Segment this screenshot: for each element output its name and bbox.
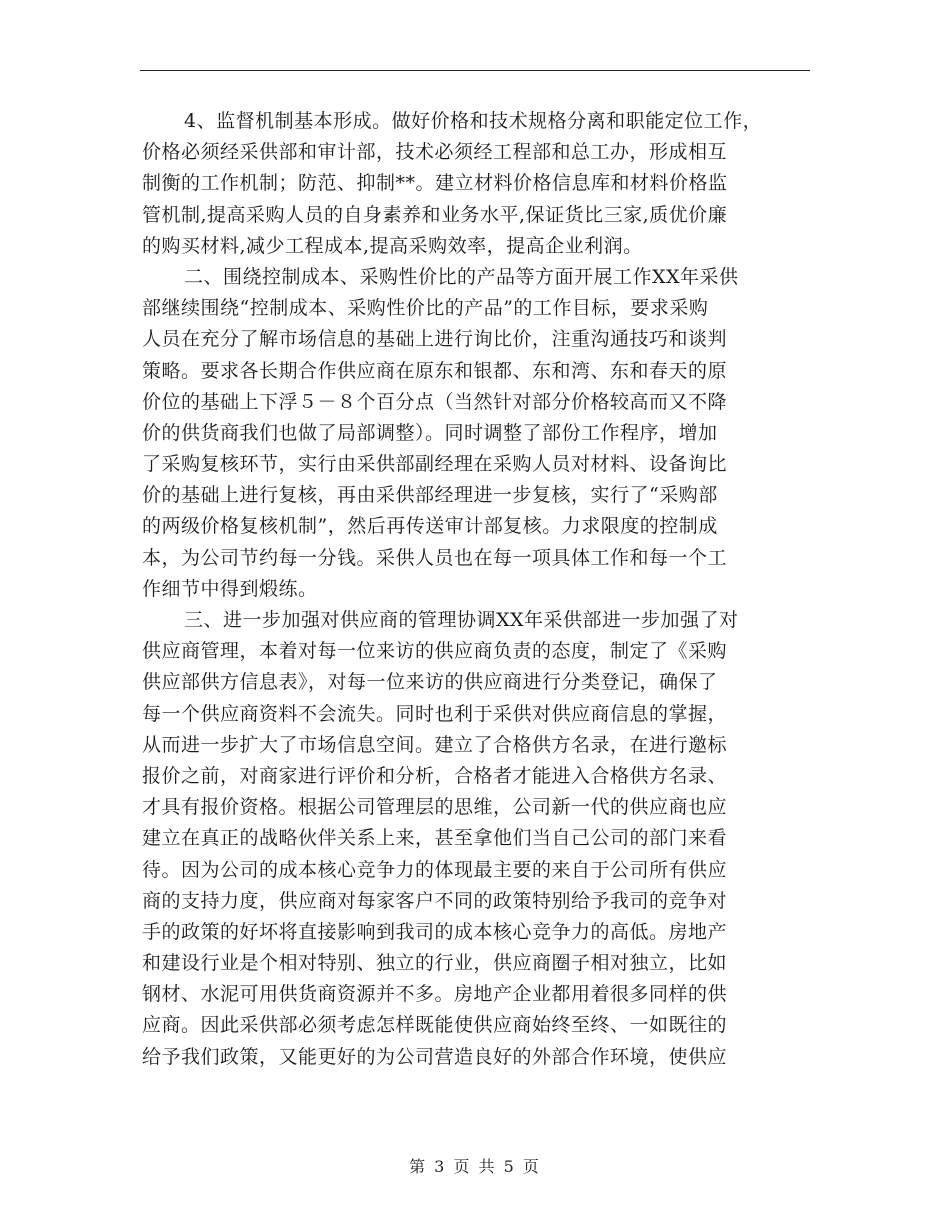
text-line: 应商。因此采供部必须考虑怎样既能使供应商始终至终、一如既往的 bbox=[142, 1014, 728, 1037]
text-line: 制衡的工作机制；防范、抑制**。建立材料价格信息库和材料价格监 bbox=[142, 172, 728, 195]
text-line: 价的基础上进行复核，再由采供部经理进一步复核，实行了“采购部 bbox=[142, 484, 718, 507]
text-line: 策略。要求各长期合作供应商在原东和银都、东和湾、东和春天的原 bbox=[142, 359, 728, 382]
text-line: 管机制,提高采购人员的自身素养和业务水平,保证货比三家,质优价廉 bbox=[142, 203, 728, 226]
page-footer: 第 3 页 共 5 页 bbox=[409, 1157, 541, 1176]
text-line: 待。因为公司的成本核心竞争力的体现最主要的来自于公司所有供应 bbox=[142, 858, 728, 881]
text-line: 了采购复核环节，实行由采供部副经理在采购人员对材料、设备询比 bbox=[142, 453, 728, 476]
text-line: 才具有报价资格。根据公司管理层的思维，公司新一代的供应商也应 bbox=[142, 796, 728, 819]
text-line: 的两级价格复核机制”，然后再传送审计部复核。力求限度的控制成 bbox=[142, 515, 718, 538]
text-line: 和建设行业是个相对特别、独立的行业，供应商圈子相对独立，比如 bbox=[142, 952, 728, 975]
text-line: 部继续围绕“控制成本、采购性价比的产品”的工作目标，要求采购 bbox=[142, 297, 709, 320]
text-line: 的购买材料,减少工程成本,提高采购效率，提高企业利润。 bbox=[142, 234, 643, 257]
text-line: 人员在充分了解市场信息的基础上进行询比价，注重沟通技巧和谈判 bbox=[142, 328, 728, 351]
text-line: 每一个供应商资料不会流失。同时也利于采供对供应商信息的掌握， bbox=[142, 702, 728, 725]
text-line: 二、围绕控制成本、采购性价比的产品等方面开展工作XX年采供 bbox=[184, 265, 739, 288]
text-line: 价位的基础上下浮５－８个百分点（当然针对部分价格较高而又不降 bbox=[142, 390, 728, 413]
text-line: 报价之前，对商家进行评价和分析，合格者才能进入合格供方名录、 bbox=[142, 764, 728, 787]
text-line: 价的供货商我们也做了局部调整）。同时调整了部份工作程序，增加 bbox=[142, 421, 718, 444]
text-line: 价格必须经采供部和审计部，技术必须经工程部和总工办，形成相互 bbox=[142, 141, 728, 164]
header-rule bbox=[140, 70, 810, 71]
text-line: 建立在真正的战略伙伴关系上来，甚至拿他们当自己公司的部门来看 bbox=[142, 827, 728, 850]
text-line: 商的支持力度，供应商对每家客户不同的政策特别给予我司的竞争对 bbox=[142, 889, 728, 912]
text-line: 供应商管理，本着对每一位来访的供应商负责的态度，制定了《采购 bbox=[142, 640, 728, 663]
text-line: 4、监督机制基本形成。做好价格和技术规格分离和职能定位工作， bbox=[184, 110, 763, 132]
text-line: 钢材、水泥可用供货商资源并不多。房地产企业都用着很多同样的供 bbox=[142, 983, 728, 1006]
text-line: 本，为公司节约每一分钱。采供人员也在每一项具体工作和每一个工 bbox=[142, 546, 728, 569]
text-line: 手的政策的好坏将直接影响到我司的成本核心竞争力的高低。房地产 bbox=[142, 920, 728, 943]
text-line: 给予我们政策，又能更好的为公司营造良好的外部合作环境，使供应 bbox=[142, 1045, 728, 1068]
text-line: 作细节中得到煅练。 bbox=[142, 577, 318, 600]
text-line: 从而进一步扩大了市场信息空间。建立了合格供方名录，在进行邀标 bbox=[142, 733, 728, 756]
text-line: 三、进一步加强对供应商的管理协调XX年采供部进一步加强了对 bbox=[184, 609, 739, 631]
body-text bbox=[142, 106, 812, 1073]
text-line: 供应部供方信息表》，对每一位来访的供应商进行分类登记，确保了 bbox=[142, 671, 718, 694]
